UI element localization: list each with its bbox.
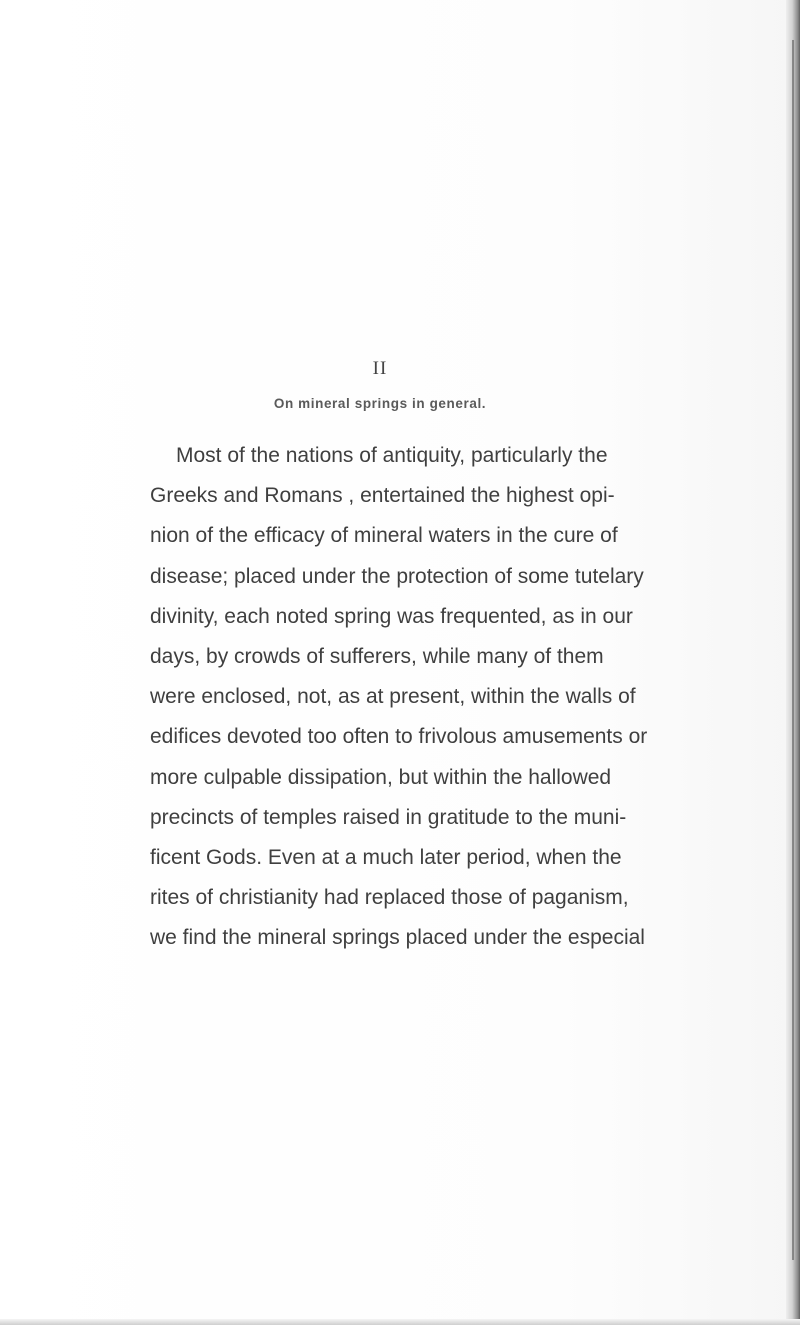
binding-shadow-line — [792, 40, 794, 1260]
text-line: rites of christianity had replaced those of paganism, — [150, 886, 629, 910]
text-line: Greeks and Romans , entertained the highest opi- — [150, 484, 615, 508]
body-paragraph — [150, 436, 690, 959]
page-bottom-shadow — [0, 1319, 800, 1325]
section-title: On mineral springs in general. — [273, 396, 487, 411]
text-line: divinity, each noted spring was frequented, as in our — [150, 604, 633, 628]
text-line: ficent Gods. Even at a much later period, when the — [150, 846, 622, 870]
text-line: more culpable dissipation, but within the hallowed — [150, 765, 612, 789]
text-line: precincts of temples raised in gratitude to the muni- — [150, 805, 627, 829]
text-line: days, by crowds of sufferers, while many of them — [150, 645, 604, 669]
page-number: II — [372, 358, 388, 379]
text-line: Most of the nations of antiquity, particularly the — [176, 444, 608, 467]
text-line: we find the mineral springs placed under the especial — [150, 926, 645, 950]
text-line: edifices devoted too often to frivolous amusements or — [150, 725, 648, 749]
text-line: nion of the efficacy of mineral waters in the cure of — [150, 524, 618, 548]
text-line: were enclosed, not, as at present, within the walls of — [150, 685, 636, 709]
text-line: disease; placed under the protection of some tutelary — [150, 564, 644, 588]
